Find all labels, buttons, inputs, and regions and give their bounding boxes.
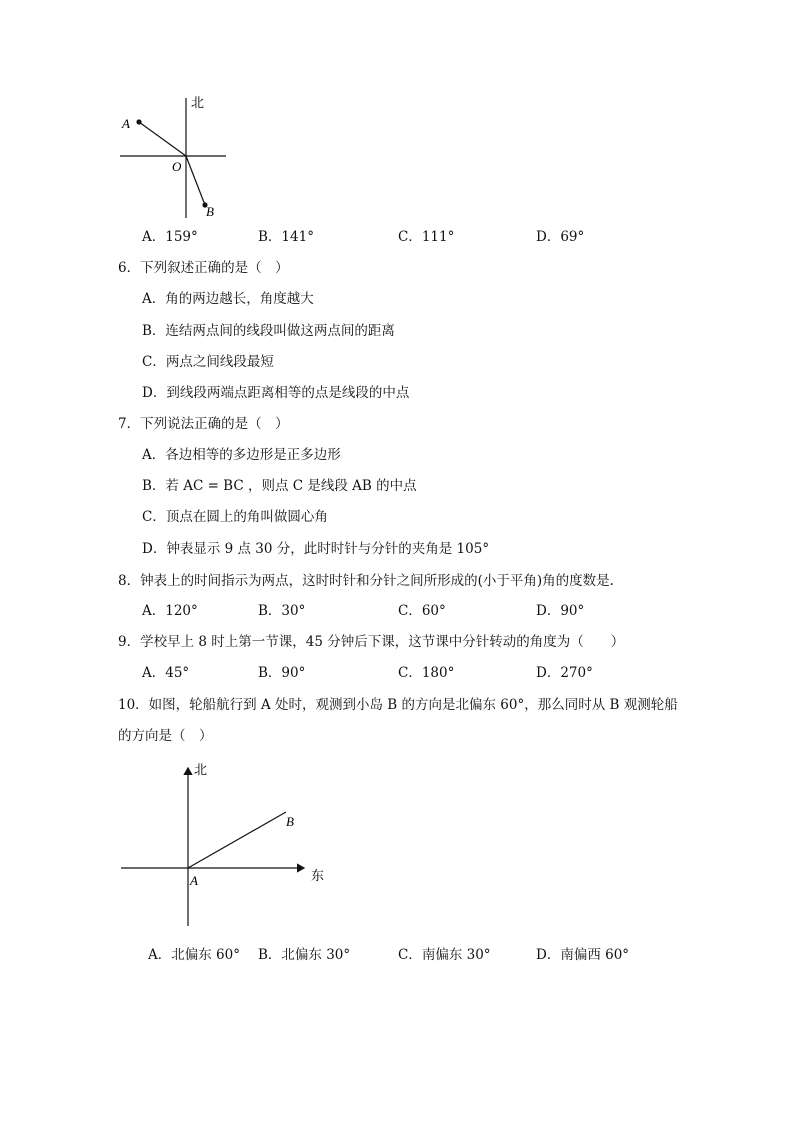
q10-option-d[interactable]: D．南偏西 60°	[536, 947, 630, 963]
east-label: 东	[311, 868, 325, 883]
q8-option-d[interactable]: D．90°	[536, 603, 585, 619]
q7-option-b[interactable]: B．若 AC = BC ，则点 C 是线段 AB 的中点	[142, 478, 417, 494]
q5-option-c[interactable]: C．111°	[398, 229, 455, 245]
q9-option-b[interactable]: B．90°	[258, 665, 306, 681]
ray-ob	[186, 156, 205, 205]
q6-option-d[interactable]: D．到线段两端点距离相等的点是线段的中点	[142, 385, 410, 401]
north-label: 北	[191, 95, 205, 110]
q7-option-d[interactable]: D．钟表显示 9 点 30 分，此时时针与分针的夹角是 105°	[142, 541, 490, 557]
q10-option-b[interactable]: B．北偏东 30°	[258, 947, 351, 963]
compass-figure-ab	[118, 758, 338, 928]
q6-option-b[interactable]: B．连结两点间的线段叫做这两点间的距离	[142, 323, 395, 339]
q8-option-a[interactable]: A．120°	[142, 603, 198, 619]
q9-option-c[interactable]: C．180°	[398, 665, 455, 681]
point-a	[136, 119, 141, 124]
label-b: B	[286, 814, 294, 829]
q6-stem: 6．下列叙述正确的是（ ）	[118, 260, 289, 276]
q5-option-a[interactable]: A．159°	[142, 229, 198, 245]
q8-stem: 8．钟表上的时间指示为两点，这时时针和分针之间所形成的(小于平角)角的度数是.	[118, 573, 614, 589]
ray-oa	[139, 122, 186, 156]
q5-option-d[interactable]: D．69°	[536, 229, 585, 245]
q9-stem: 9．学校早上 8 时上第一节课，45 分钟后下课，这节课中分针转动的角度为（ ）	[118, 634, 625, 650]
q10-option-a[interactable]: A．北偏东 60°	[148, 947, 240, 963]
q7-option-c[interactable]: C．顶点在圆上的角叫做圆心角	[142, 509, 328, 525]
q8-option-b[interactable]: B．30°	[258, 603, 306, 619]
q9-option-a[interactable]: A．45°	[142, 665, 190, 681]
q9-option-d[interactable]: D．270°	[536, 665, 593, 681]
q5-option-b[interactable]: B．141°	[258, 229, 314, 245]
q10-stem-line1: 10．如图，轮船航行到 A 处时，观测到小岛 B 的方向是北偏东 60°，那么同时从 B 观测轮船	[118, 697, 678, 713]
north-label: 北	[194, 762, 208, 777]
label-a: A	[190, 873, 198, 888]
compass-figure-aob	[112, 92, 242, 222]
q8-option-c[interactable]: C．60°	[398, 603, 446, 619]
label-o: O	[172, 159, 182, 174]
q7-option-a[interactable]: A．各边相等的多边形是正多边形	[142, 447, 341, 463]
q6-option-c[interactable]: C．两点之间线段最短	[142, 354, 274, 370]
q6-option-a[interactable]: A．角的两边越长，角度越大	[142, 291, 314, 307]
q10-option-c[interactable]: C．南偏东 30°	[398, 947, 491, 963]
label-b: B	[206, 204, 214, 219]
segment-ab	[188, 812, 286, 868]
label-a: A	[122, 116, 130, 131]
q7-stem: 7．下列说法正确的是（ ）	[118, 416, 289, 432]
q10-stem-line2: 的方向是（ ）	[118, 728, 213, 744]
